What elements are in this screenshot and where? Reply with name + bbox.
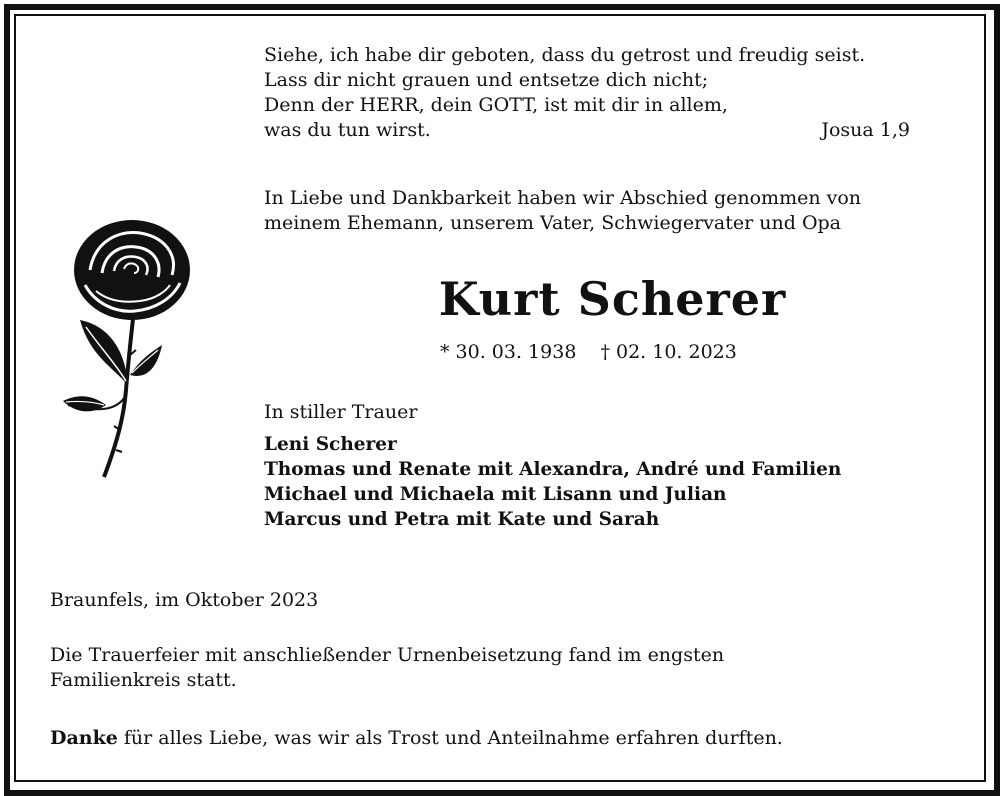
birth-date: * 30. 03. 1938 xyxy=(440,341,577,363)
verse-line: Lass dir nicht grauen und entsetze dich nicht; xyxy=(264,69,709,91)
rose-icon xyxy=(60,215,200,480)
service-note xyxy=(50,643,724,693)
thanks-text: für alles Liebe, was wir als Trost und Anteilnahme erfahren durften. xyxy=(117,727,783,749)
service-line: Die Trauerfeier mit anschließender Urnenbeisetzung fand im engsten xyxy=(50,644,725,666)
verse-line: was du tun wirst. xyxy=(264,119,431,141)
intro-line: In Liebe und Dankbarkeit haben wir Abschied genommen von xyxy=(264,187,862,209)
mourner-name: Michael und Michaela mit Lisann und Julian xyxy=(264,484,727,505)
thanks-note xyxy=(50,726,783,751)
mourning-label: In stiller Trauer xyxy=(264,401,418,423)
mourner-name: Thomas und Renate mit Alexandra, André und Familien xyxy=(264,459,842,480)
place-date: Braunfels, im Oktober 2023 xyxy=(50,589,319,611)
bible-verse xyxy=(264,43,914,143)
death-date: † 02. 10. 2023 xyxy=(600,341,737,363)
mourner-name: Leni Scherer xyxy=(264,434,397,455)
verse-line: Siehe, ich habe dir geboten, dass du getrost und freudig seist. xyxy=(264,44,866,66)
verse-line: Denn der HERR, dein GOTT, ist mit dir in allem, xyxy=(264,94,728,116)
mourner-name: Marcus und Petra mit Kate und Sarah xyxy=(264,509,660,530)
deceased-name: Kurt Scherer xyxy=(438,272,787,326)
thanks-bold: Danke xyxy=(50,727,118,749)
verse-line-last xyxy=(264,118,914,143)
service-line: Familienkreis statt. xyxy=(50,669,237,691)
mourner-list xyxy=(264,432,841,532)
intro-text xyxy=(264,186,861,236)
intro-line: meinem Ehemann, unserem Vater, Schwiegervater und Opa xyxy=(264,212,842,234)
verse-reference: Josua 1,9 xyxy=(821,119,910,141)
life-dates xyxy=(440,340,755,365)
